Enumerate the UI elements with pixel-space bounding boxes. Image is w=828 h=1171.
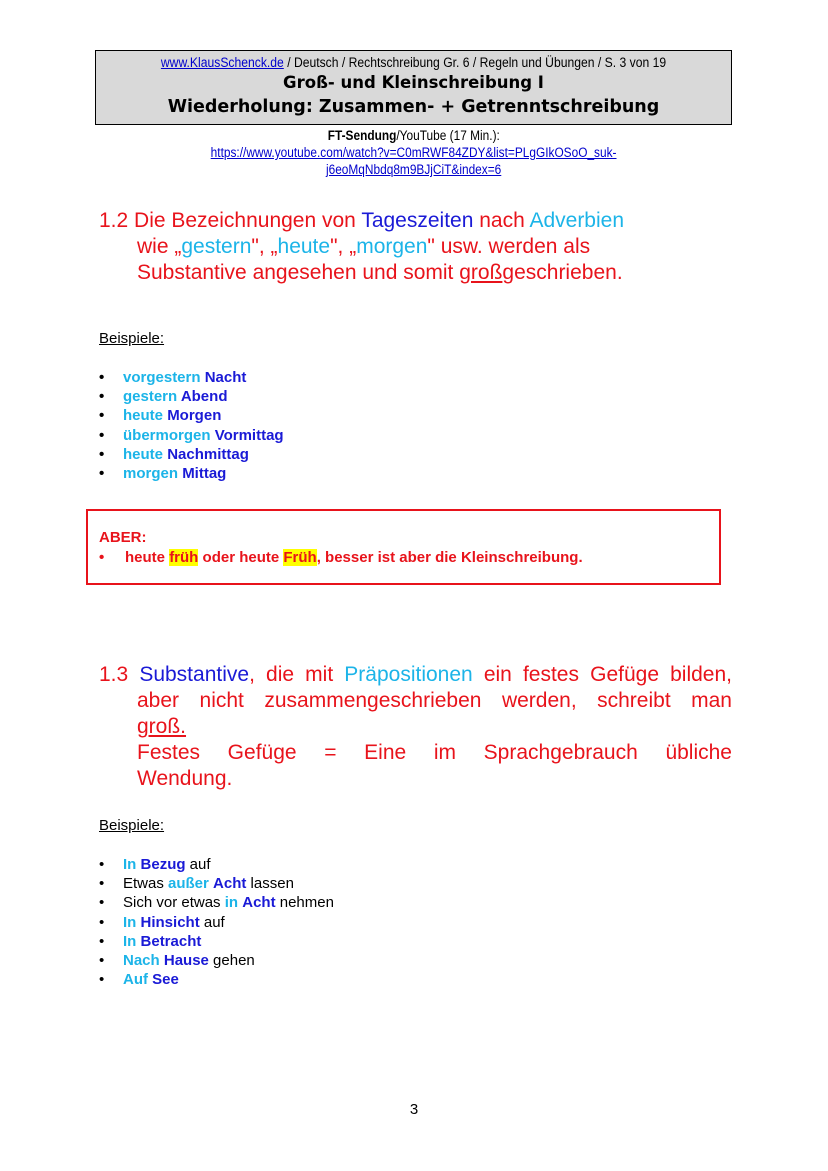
keyword-substantive: Substantive — [139, 663, 250, 686]
list-item — [99, 464, 284, 483]
examples-label: Beispiele: — [99, 817, 165, 834]
keyword-praepositionen: Präpositionen — [344, 663, 473, 686]
example-noun: Betracht — [140, 932, 202, 950]
keyword-morgen: morgen — [356, 235, 428, 258]
list-item — [99, 426, 284, 445]
ft-label: FT-Sendung — [327, 128, 397, 143]
example-text: Sich vor etwas — [123, 894, 225, 912]
example-adverb: vorgestern — [123, 369, 201, 386]
list-item — [99, 406, 284, 425]
breadcrumb — [128, 53, 700, 72]
example-noun: Hause — [163, 952, 209, 970]
list-item — [99, 893, 334, 912]
example-noun: Abend — [180, 388, 228, 406]
rule-1-3 — [99, 662, 732, 792]
rule-line: aber nicht zusammengeschrieben werden, schreibt man — [137, 689, 732, 712]
example-text: auf — [185, 856, 211, 873]
rule-text: geschrieben. — [502, 261, 623, 284]
page-subtitle: Wiederholung: Zusammen- + Getrenntschreibung — [167, 97, 660, 117]
example-text: gehen — [208, 952, 255, 970]
page-header — [95, 50, 732, 125]
rule-text: Substantive angesehen und somit — [137, 261, 460, 284]
rule-line — [99, 260, 732, 286]
example-preposition: In — [123, 856, 137, 873]
rule-number: 1.3 — [99, 663, 140, 686]
list-item — [99, 387, 284, 406]
example-preposition: in — [224, 894, 239, 912]
example-text: nehmen — [275, 894, 334, 912]
rule-text: nach — [473, 209, 530, 232]
list-item — [99, 368, 284, 387]
video-link-line1[interactable]: https://www.youtube.com/watch?v=C0mRWF84ZDY&list=PLgGIkOSoO_suk- — [210, 145, 617, 160]
example-preposition: Auf — [123, 971, 148, 989]
example-noun: Acht — [213, 875, 247, 893]
aber-box — [86, 509, 721, 585]
list-item — [99, 970, 334, 989]
example-text: Etwas — [123, 875, 169, 893]
examples-list-1-2 — [99, 368, 284, 483]
keyword-heute: heute — [277, 235, 331, 258]
example-noun: Morgen — [167, 407, 222, 425]
example-adverb: heute — [123, 407, 164, 425]
page-number: 3 — [409, 1101, 419, 1118]
video-link-line2[interactable]: j6eoMqNbdq8m9BJjCiT&index=6 — [325, 162, 502, 177]
page-title: Groß- und Kleinschreibung I — [283, 73, 544, 92]
example-noun: Nacht — [204, 369, 247, 386]
rule-text: " usw. werden als — [427, 235, 591, 258]
example-adverb: gestern — [123, 388, 178, 406]
example-noun: Hinsicht — [140, 913, 200, 931]
highlight-frueh-capital: Früh — [283, 549, 317, 566]
breadcrumb-path: / Deutsch / Rechtschreibung Gr. 6 / Regeln und Übungen / S. 3 von 19 — [283, 55, 667, 70]
example-adverb: morgen — [123, 465, 179, 483]
examples-label: Beispiele: — [99, 330, 165, 347]
examples-list-1-3 — [99, 855, 334, 989]
aber-item — [99, 549, 583, 566]
aber-text: oder heute — [198, 549, 284, 566]
keyword-gross: groß — [459, 261, 503, 284]
video-reference — [95, 127, 732, 178]
example-text: lassen — [246, 875, 294, 893]
example-noun: Vormittag — [214, 426, 284, 444]
rule-text: ein festes Gefüge bilden, — [472, 663, 732, 686]
rule-text: ", „ — [330, 235, 357, 258]
list-item — [99, 874, 334, 893]
list-item — [99, 951, 334, 970]
rule-number: 1.2 — [99, 209, 135, 232]
rule-1-2 — [99, 208, 732, 286]
highlight-frueh: früh — [169, 549, 199, 566]
list-item — [99, 913, 334, 932]
keyword-adverbien: Adverbien — [529, 209, 625, 232]
rule-text: wie „ — [137, 235, 182, 258]
site-link[interactable]: www.KlausSchenck.de — [160, 55, 284, 70]
example-preposition: In — [123, 913, 137, 931]
keyword-gross: groß. — [137, 715, 187, 738]
example-noun: See — [152, 971, 179, 989]
example-adverb: übermorgen — [123, 426, 211, 444]
ft-source: /YouTube (17 Min.): — [396, 128, 500, 143]
aber-text: , besser ist aber die Kleinschreibung. — [316, 549, 583, 566]
list-item — [99, 855, 334, 874]
example-preposition: außer — [168, 875, 209, 893]
example-noun: Mittag — [182, 465, 227, 483]
list-item — [99, 932, 334, 951]
example-preposition: In — [123, 932, 137, 950]
rule-line: Wendung. — [137, 767, 233, 790]
example-noun: Bezug — [140, 856, 186, 873]
example-noun: Nachmittag — [167, 445, 249, 463]
rule-line — [99, 662, 732, 688]
rule-line — [99, 714, 732, 740]
keyword-tageszeiten: Tageszeiten — [361, 209, 474, 232]
rule-line — [99, 234, 732, 260]
list-item — [99, 445, 284, 464]
example-noun: Acht — [242, 894, 276, 912]
rule-text: ", „ — [251, 235, 278, 258]
example-adverb: heute — [123, 445, 164, 463]
example-text: auf — [199, 913, 225, 931]
rule-text: , die mit — [249, 663, 345, 686]
aber-heading: ABER: — [99, 529, 147, 546]
rule-text: Die Bezeichnungen von — [134, 209, 362, 232]
example-preposition: Nach — [123, 952, 160, 970]
keyword-gestern: gestern — [181, 235, 252, 258]
aber-text: heute — [125, 549, 170, 566]
rule-line: Festes Gefüge = Eine im Sprachgebrauch übliche — [137, 741, 732, 764]
